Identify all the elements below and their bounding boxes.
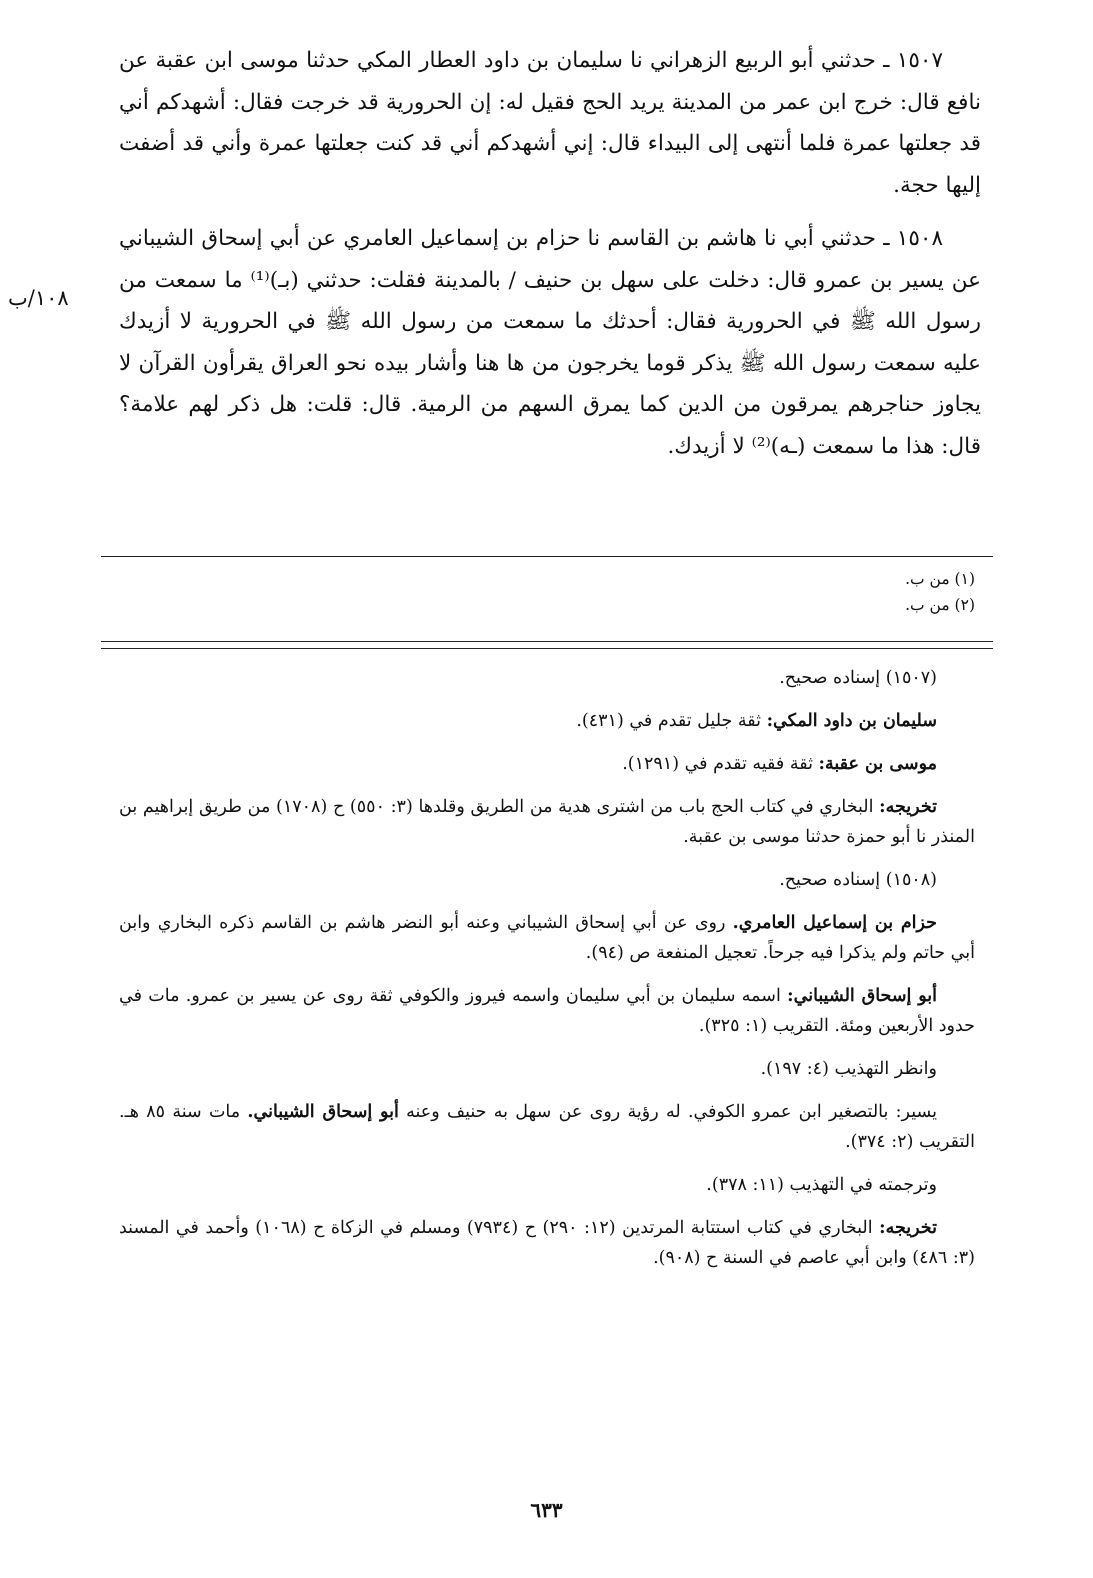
narrator-name: سليمان بن داود المكي: (766, 711, 937, 731)
narrator-name: حزام بن إسماعيل العامري. (732, 913, 937, 933)
commentary-1507-grade: (١٥٠٧) إسناده صحيح. (779, 668, 937, 688)
page-number: ٦٣٣ (530, 1498, 563, 1522)
commentary-reference: وترجمته في التهذيب (١١: ٣٧٨). (706, 1175, 937, 1195)
commentary (119, 663, 975, 1286)
commentary-narrator: حزام بن إسماعيل العامري. روى عن أبي إسحاق الشيباني وعنه أبو النضر هاشم بن القاسم ذكره البخاري وابن أبي حاتم ولم يذكرا فيه جرحاً. تعجيل المنفعة ص (٩٤). (119, 913, 975, 963)
hadith-1507: ١٥٠٧ ـ حدثني أبو الربيع الزهراني نا سليمان بن داود العطار المكي حدثنا موسى ابن عقبة عن نافع قال: خرج ابن عمر من المدينة يريد الحج فقيل له: إن الحرورية قد خرجت فقال: أشهدكم أني قد جعلتها عمرة فلما أنتهى إلى البيداء قال: إني أشهدكم أني قد كنت جعلتها عمرة وأني قد أضفت إليها حجة. (119, 48, 981, 198)
commentary-takhrij: تخريجه: البخاري في كتاب استتابة المرتدين (١٢: ٢٩٠) ح (٧٩٣٤) ومسلم في الزكاة ح (١٠٦٨) وأحمد في المسند (٣: ٤٨٦) وابن أبي عاصم في السنة ح (٩٠٨). (119, 1218, 975, 1268)
main-text (119, 40, 981, 479)
commentary-reference: وانظر التهذيب (٤: ١٩٧). (760, 1059, 937, 1079)
commentary-narrator: موسى بن عقبة: ثقة فقيه تقدم في (١٢٩١). (622, 754, 937, 774)
narrator-name: أبو إسحاق الشيباني: (787, 986, 937, 1006)
commentary-narrator: سليمان بن داود المكي: ثقة جليل تقدم في (٤٣١). (576, 711, 937, 731)
commentary-1508-grade: (١٥٠٨) إسناده صحيح. (779, 870, 937, 890)
commentary-narrator: أبو إسحاق الشيباني: اسمه سليمان بن أبي سليمان واسمه فيروز والكوفي ثقة روى عن يسير بن عمرو. مات في حدود الأربعين ومئة. التقريب (١: ٣٢٥). (119, 986, 975, 1036)
takhrij-label: تخريجه: (879, 797, 937, 817)
takhrij-label: تخريجه: (879, 1218, 937, 1238)
footnote-divider (101, 556, 993, 557)
footnotes (475, 566, 975, 618)
footnote-1: (١) من ب. (905, 570, 975, 588)
commentary-narrator: يسير: بالتصغير ابن عمرو الكوفي. له رؤية روى عن سهل به حنيف وعنه أبو إسحاق الشيباني. مات سنة ٨٥ هـ. التقريب (٢: ٣٧٤). (119, 1102, 975, 1152)
manuscript-folio-note: ١٠٨/ب (8, 286, 69, 310)
hadith-1508: ١٥٠٨ ـ حدثني أبي نا هاشم بن القاسم نا حزام بن إسماعيل العامري عن أبي إسحاق الشيباني عن يسير بن عمرو قال: دخلت على سهل بن حنيف / بالمدينة فقلت: حدثني (بـ)⁽¹⁾ ما سمعت من رسول الله ﷺ في الحرورية فقال: أحدثك ما سمعت من رسول الله ﷺ في الحرورية لا أزيدك عليه سمعت رسول الله ﷺ يذكر قوما يخرجون من ها هنا وأشار بيده نحو العراق يقرأون القرآن لا يجاوز حناجرهم يمرقون من الدين كما يمرق السهم من الرمية. قال: قلت: هل ذكر لهم علامة؟ قال: هذا ما سمعت (ـه)⁽²⁾ لا أزيدك. (119, 226, 981, 459)
commentary-divider (101, 641, 993, 649)
footnote-2: (٢) من ب. (905, 596, 975, 614)
narrator-name: أبو إسحاق الشيباني. (247, 1102, 399, 1122)
commentary-takhrij: تخريجه: البخاري في كتاب الحج باب من اشترى هدية من الطريق وقلدها (٣: ٥٥٠) ح (١٧٠٨) من طريق إبراهيم بن المنذر نا أبو حمزة حدثنا موسى بن عقبة. (119, 797, 975, 847)
narrator-name: موسى بن عقبة: (818, 754, 937, 774)
